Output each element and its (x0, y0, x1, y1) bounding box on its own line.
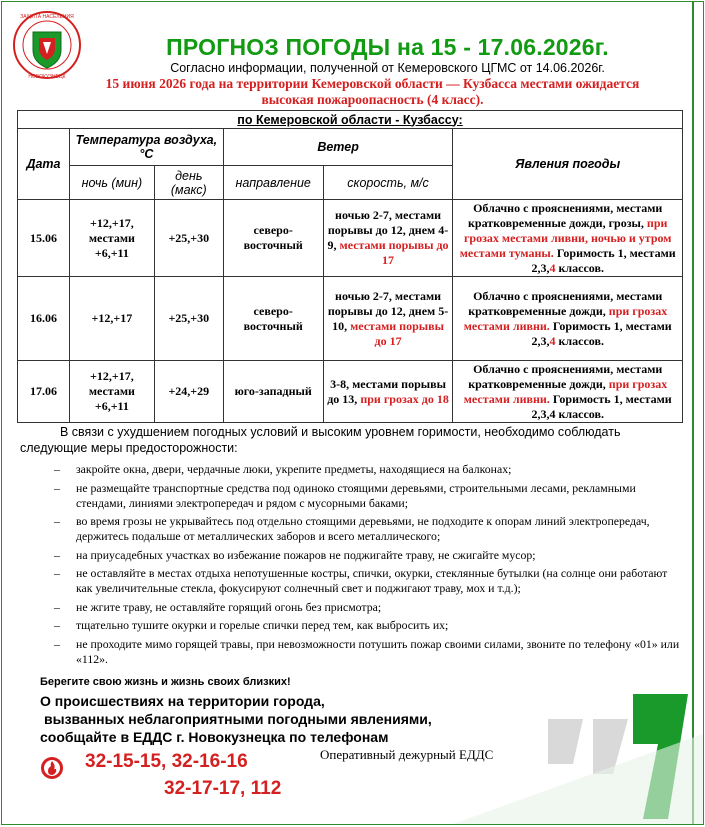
list-item: – не размещайте транспортные средства под одиноко стоящими деревьями, строительными лесами, рекламными стендами, линиями электропередач и рядом с мусорными баками; (54, 481, 685, 511)
row-date: 15.06 (18, 200, 70, 277)
source-info: Согласно информации, полученной от Кемеровского ЦГМС от 14.06.2026г. (170, 61, 605, 75)
incident-notice (40, 692, 432, 746)
svg-text:ЗАЩИТА НАСЕЛЕНИЯ: ЗАЩИТА НАСЕЛЕНИЯ (20, 14, 74, 20)
row-day: +25,+30 (154, 200, 223, 277)
list-item: – не жгите траву, не оставляйте горящий огонь без присмотра; (54, 600, 685, 615)
phone-numbers-primary: 32-15-15, 32-16-16 (85, 751, 248, 772)
fire-warning: 15 июня 2026 года на территории Кемеровской области — Кузбасса местами ожидается высокая пожароопасность (4 класс). (105, 76, 640, 107)
emercom-logo (12, 10, 82, 80)
col-temperature: Температура воздуха, °С (69, 129, 223, 166)
row-phenomena: Облачно с прояснениями, местами кратковременные дожди, при грозах местами ливни. Горимость 1, местами 2,3,4 классов. (453, 361, 683, 423)
table-row (18, 200, 683, 277)
list-item: – не проходите мимо горящей травы, при невозможности потушить пожар своими силами, звоните по телефону «01» или «112». (54, 637, 685, 667)
col-speed: скорость, м/с (323, 166, 453, 200)
page-title: ПРОГНОЗ ПОГОДЫ на 15 - 17.06.2026г. (166, 34, 609, 60)
row-direction: северо-восточный (223, 200, 323, 277)
row-direction: северо-восточный (223, 277, 323, 361)
phone-numbers-secondary: 32-17-17, 112 (164, 778, 282, 799)
row-speed: ночью 2-7, местами порывы до 12, днем 4-9, местами порывы до 17 (323, 200, 453, 277)
row-speed: 3-8, местами порывы до 13, при грозах до 18 (323, 361, 453, 423)
table-row (18, 361, 683, 423)
forecast-page (1, 1, 704, 825)
row-direction: юго-западный (223, 361, 323, 423)
col-wind: Ветер (223, 129, 453, 166)
fire-alarm-icon (40, 756, 64, 780)
row-night: +12,+17 (69, 277, 154, 361)
row-day: +24,+29 (154, 361, 223, 423)
col-date: Дата (18, 129, 70, 200)
incident-line: сообщайте в ЕДДС г. Новокузнецка по телефонам (40, 729, 389, 745)
table-row (18, 277, 683, 361)
precautions-list (54, 462, 685, 670)
row-phenomena: Облачно с прояснениями, местами кратковременные дожди, грозы, при грозах местами ливни, ночью и утром местами туманы. Горимость 1, местами 2,3,4 классов. (453, 200, 683, 277)
svg-text:НОВОКУЗНЕЦК: НОВОКУЗНЕЦК (28, 74, 66, 80)
row-speed: ночью 2-7, местами порывы до 12, днем 5-10, местами порывы до 17 (323, 277, 453, 361)
row-night: +12,+17, местами +6,+11 (69, 200, 154, 277)
list-item: – закройте окна, двери, чердачные люки, укрепите предметы, находящиеся на балконах; (54, 462, 685, 477)
col-direction: направление (223, 166, 323, 200)
region-header: по Кемеровской области - Кузбассу: (18, 111, 683, 129)
incident-line: О происшествиях на территории города, (40, 693, 325, 709)
care-slogan: Берегите свою жизнь и жизнь своих близких! (40, 676, 291, 688)
row-night: +12,+17, местами +6,+11 (69, 361, 154, 423)
row-day: +25,+30 (154, 277, 223, 361)
col-phenomena: Явления погоды (453, 129, 683, 200)
list-item: – во время грозы не укрывайтесь под отдельно стоящими деревьями, не подходите к опорам линий электропередач, держитесь подальше от металлических заборов и всего металлического; (54, 514, 685, 544)
row-date: 17.06 (18, 361, 70, 423)
col-day: день (макс) (154, 166, 223, 200)
list-item: – на приусадебных участках во избежание пожаров не поджигайте траву, не сжигайте мусор; (54, 548, 685, 563)
precautions-intro: В связи с ухудшением погодных условий и высоким уровнем горимости, необходимо соблюдать следующие меры предосторожности: (20, 425, 621, 455)
forecast-table (17, 110, 683, 423)
col-night: ночь (мин) (69, 166, 154, 200)
incident-line: вызванных неблагоприятными погодными явлениями, (44, 711, 432, 727)
row-phenomena: Облачно с прояснениями, местами кратковременные дожди, при грозах местами ливни. Горимость 1, местами 2,3,4 классов. (453, 277, 683, 361)
list-item: – не оставляйте в местах отдыха непотушенные костры, спички, окурки, стеклянные бутылки (на солнце они работают как увеличительные стекла, фокусируют солнечный свет и поджигают траву, мох и т.д.); (54, 566, 685, 596)
row-date: 16.06 (18, 277, 70, 361)
duty-officer-signature: Оперативный дежурный ЕДДС (320, 747, 494, 762)
list-item: – тщательно тушите окурки и горелые спички перед тем, как выбросить их; (54, 618, 685, 633)
